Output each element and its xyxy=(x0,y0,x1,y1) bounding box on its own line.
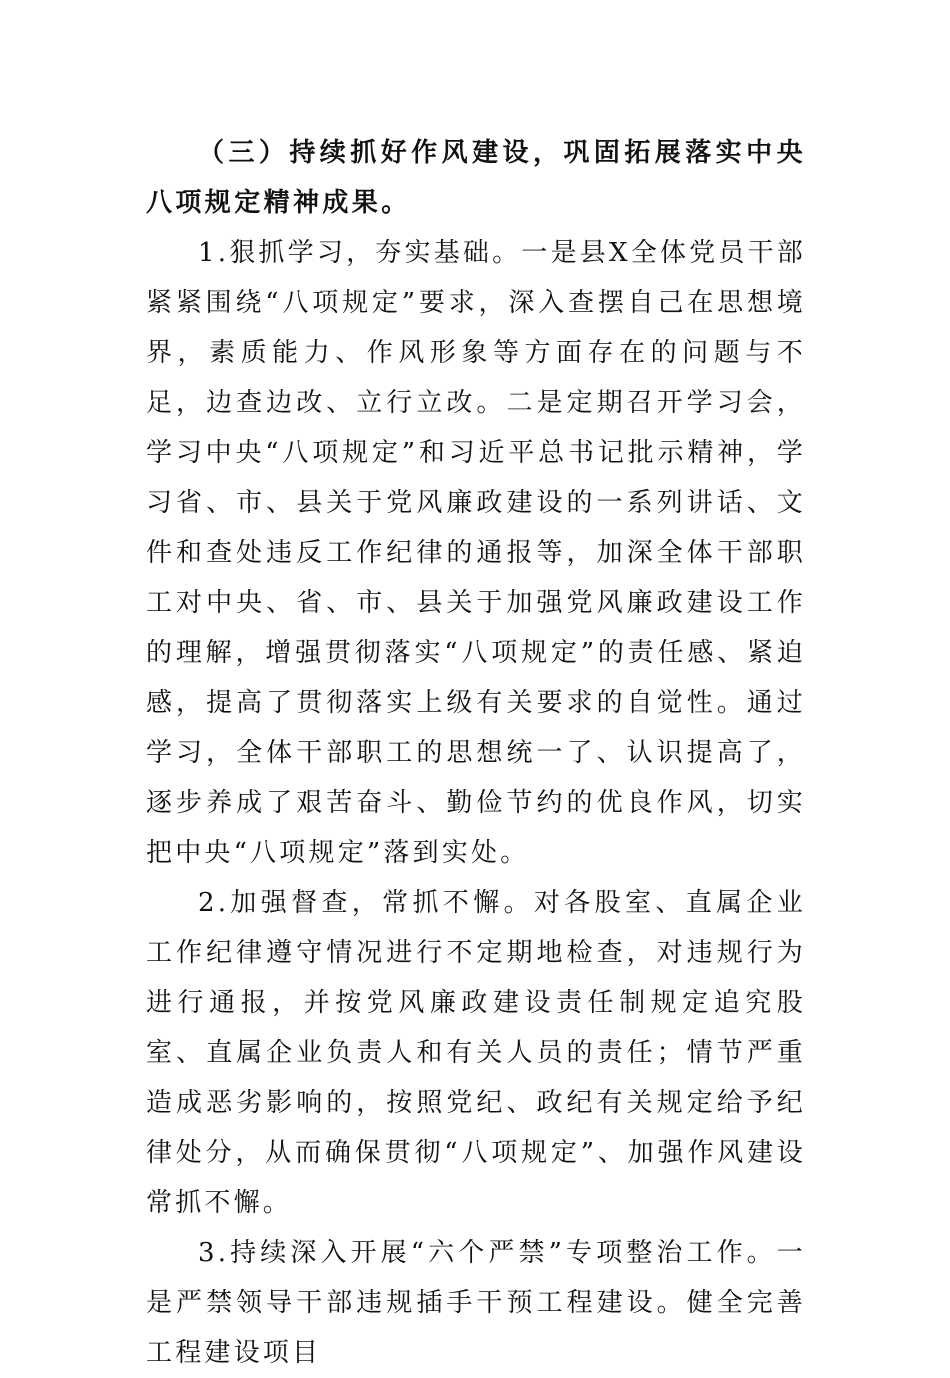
paragraph-item-3: 3.持续深入开展“六个严禁”专项整治工作。一是严禁领导干部违规插手干预工程建设。健全完善工程建设项目 xyxy=(146,1238,806,1368)
paragraph-item-1: 1.狠抓学习，夯实基础。一是县X全体党员干部紧紧围绕“八项规定”要求，深入查摆自己在思想境界，素质能力、作风形象等方面存在的问题与不足，边查边改、立行立改。二是定期召开学习会，学习中央“八项规定”和习近平总书记批示精神，学习省、市、县关于党风廉政建设的一系列讲话、文件和查处违反工作纪律的通报等，加深全体干部职工对中央、省、市、县关于加强党风廉政建设工作的理解，增强贯彻落实“八项规定”的责任感、紧迫感，提高了贯彻落实上级有关要求的自觉性。通过学习，全体干部职工的思想统一了、认识提高了，逐步养成了艰苦奋斗、勤俭节约的优良作风，切实把中央“八项规定”落到实处。 xyxy=(146,238,806,868)
section-heading: （三）持续抓好作风建设，巩固拓展落实中央八项规定精神成果。 xyxy=(146,138,806,218)
document-body xyxy=(146,128,806,1378)
paragraph-item-2: 2.加强督查，常抓不懈。对各股室、直属企业工作纪律遵守情况进行不定期地检查，对违规行为进行通报，并按党风廉政建设责任制规定追究股室、直属企业负责人和有关人员的责任；情节严重造成恶劣影响的，按照党纪、政纪有关规定给予纪律处分，从而确保贯彻“八项规定”、加强作风建设常抓不懈。 xyxy=(146,888,806,1218)
